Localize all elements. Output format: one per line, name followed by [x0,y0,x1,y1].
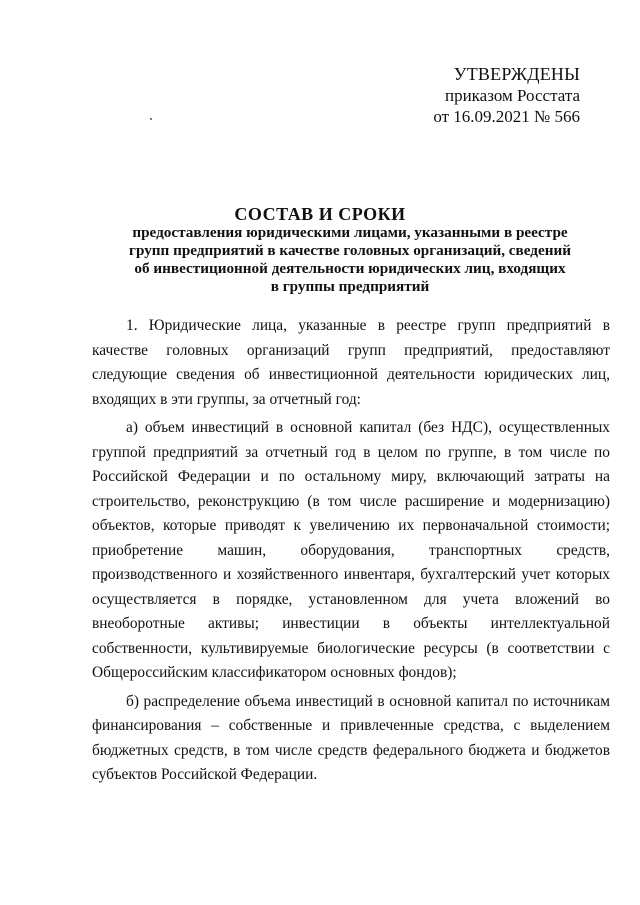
subtitle-line: групп предприятий в качестве головных организаций, сведений [129,242,571,259]
approval-order-line: приказом Росстата [444,86,580,105]
document-title: СОСТАВ И СРОКИ [234,204,406,224]
subtitle-line: об инвестиционной деятельности юридических лиц, входящих [134,260,566,277]
subtitle-line: в группы предприятий [270,278,430,295]
approval-date-line: от 16.09.2021 № 566 [433,107,580,126]
subtitle-line: предоставления юридическими лицами, указанными в реестре [132,224,568,241]
paragraph-1b: б) распределение объема инвестиций в основной капитал по источникам финансирования – собственные и привлеченные средства, с выделением бюджетных средств, в том числе средств федерального бюджета и бюджетов субъектов Российской Федерации. [92,692,610,783]
paragraph-1: 1. Юридические лица, указанные в реестре групп предприятий в качестве головных организаций групп предприятий, предоставляют следующие сведения об инвестиционной деятельности юридических лиц, входящих в эти группы, за отчетный год: [92,317,610,408]
scan-speck [150,118,152,120]
paragraph-1a: а) объем инвестиций в основной капитал (без НДС), осуществленных группой предприятий за отчетный год в целом по группе, в том числе по Российской Федерации и по остальному миру, включающий затраты на строительство, реконструкцию (в том числе расширение и модернизацию) объектов, которые приводят к увеличению их первоначальной стоимости; приобретение машин, оборудования, транспортных средств, производственного и хозяйственного инвентаря, бухгалтерский учет которых осуществляется в порядке, установленном для учета вложений во внеоборотные активы; инвестиции в объекты интеллектуальной собственности, культивируемые биологические ресурсы (в соответствии с Общероссийским классификатором основных фондов); [92,419,610,681]
approval-stamp-block [433,64,580,127]
approval-title: УТВЕРЖДЕНЫ [453,64,580,84]
document-subtitle [100,224,600,296]
document-body [92,314,610,792]
